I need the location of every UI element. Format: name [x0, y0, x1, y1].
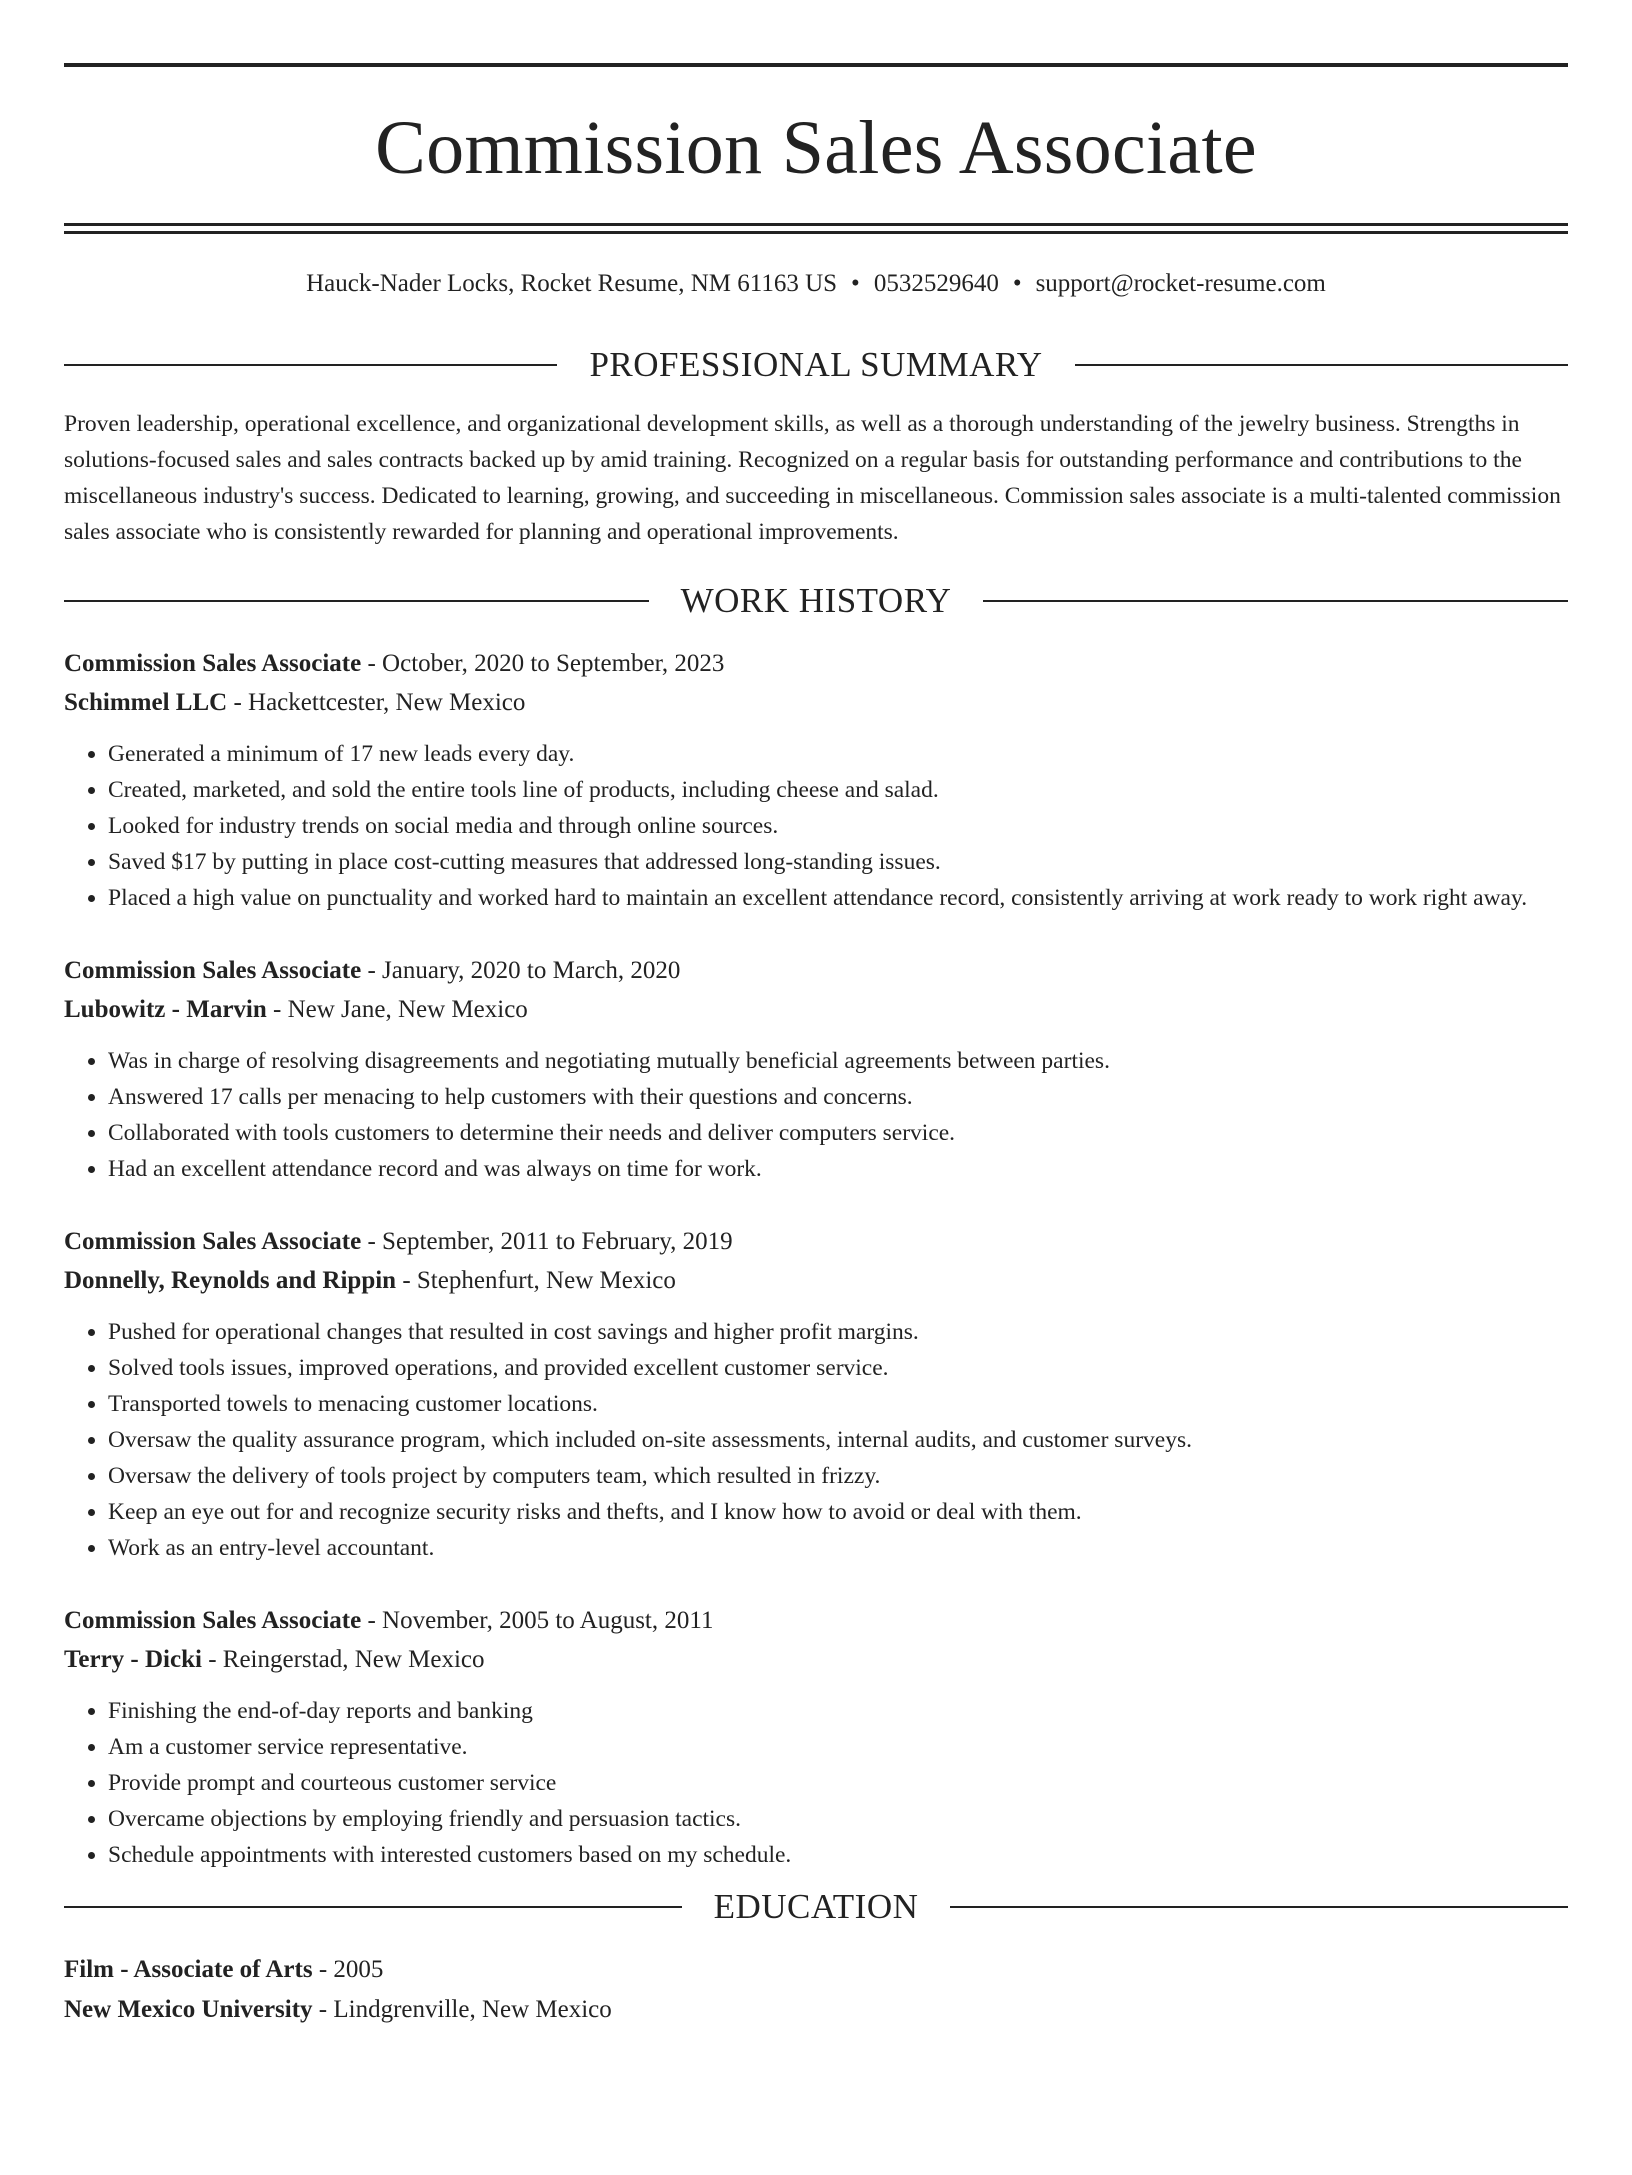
- job-location: - Hackettcester, New Mexico: [227, 689, 526, 716]
- summary-paragraph: Proven leadership, operational excellence, and organizational development skills, as well as a thorough understanding of the jewelry business. Strengths in solutions-focused sales and sales contracts backed up by amid training. Recognized on a regular basis for outstanding performance and contributions to the miscellaneous industry's success. Dedicated to learning, growing, and succeeding in miscellaneous. Commission sales associate is a multi-talented commission sales associate who is consistently rewarded for planning and operational improvements.: [64, 411, 1561, 545]
- job-bullet-list: [64, 1693, 1568, 1873]
- job-bullet: • Placed a high value on punctuality and worked hard to maintain an excellent attendance record, consistently arriving at work ready to work right away.: [108, 880, 1568, 916]
- job-title-line: [64, 953, 1568, 989]
- job-company-line: [64, 1642, 1568, 1678]
- summary-section-heading: [64, 345, 1568, 385]
- job-bullet: • Work as an entry-level accountant.: [108, 1530, 1568, 1566]
- job-bullet: • Schedule appointments with interested customers based on my schedule.: [108, 1837, 1568, 1873]
- job-bullet-list: [64, 1314, 1568, 1566]
- education-heading-text: EDUCATION: [713, 1887, 919, 1926]
- education-school: New Mexico University: [64, 1996, 313, 2023]
- heading-rule-left: [64, 1906, 682, 1908]
- job-company: Terry - Dicki: [64, 1646, 202, 1673]
- job-title: Commission Sales Associate: [64, 1228, 362, 1255]
- job-bullet: • Looked for industry trends on social media and through online sources.: [108, 808, 1568, 844]
- job-dates: - September, 2011 to February, 2019: [361, 1228, 733, 1255]
- heading-rule-right: [983, 600, 1568, 602]
- job-dates: - January, 2020 to March, 2020: [361, 957, 681, 984]
- job-title-line: [64, 646, 1568, 682]
- job-bullet: • Generated a minimum of 17 new leads every day.: [108, 736, 1568, 772]
- contact-phone: 0532529640: [873, 270, 999, 297]
- job-entry: [64, 953, 1568, 1187]
- resume-title: Commission Sales Associate: [375, 106, 1257, 190]
- heading-rule-left: [64, 600, 649, 602]
- job-company-line: [64, 992, 1568, 1028]
- header-double-rule: [64, 223, 1568, 234]
- contact-address: Hauck-Nader Locks, Rocket Resume, NM 61163 US: [306, 270, 838, 297]
- job-bullet: • Answered 17 calls per menacing to help customers with their questions and concerns.: [108, 1079, 1568, 1115]
- job-company-line: [64, 1263, 1568, 1299]
- job-bullet: • Oversaw the quality assurance program, which included on-site assessments, internal audits, and customer surveys.: [108, 1422, 1568, 1458]
- job-bullet: • Saved $17 by putting in place cost-cutting measures that addressed long-standing issues.: [108, 844, 1568, 880]
- job-location: - New Jane, New Mexico: [266, 996, 528, 1023]
- job-entry: [64, 1224, 1568, 1566]
- job-bullet-list: [64, 736, 1568, 916]
- job-dates: - November, 2005 to August, 2011: [361, 1607, 714, 1634]
- work-heading-text: WORK HISTORY: [680, 581, 952, 620]
- resume-page: [0, 63, 1632, 2175]
- job-bullet: • Transported towels to menacing customer locations.: [108, 1386, 1568, 1422]
- job-company: Schimmel LLC: [64, 689, 228, 716]
- job-title-line: [64, 1224, 1568, 1260]
- job-company-line: [64, 685, 1568, 721]
- job-bullet: • Created, marketed, and sold the entire tools line of products, including cheese and salad.: [108, 772, 1568, 808]
- contact-email: support@rocket-resume.com: [1035, 270, 1326, 297]
- job-bullet: • Oversaw the delivery of tools project by computers team, which resulted in frizzy.: [108, 1458, 1568, 1494]
- job-company: Lubowitz - Marvin: [64, 996, 267, 1023]
- heading-rule-right: [1075, 364, 1568, 366]
- education-year: - 2005: [312, 1956, 384, 1983]
- job-title: Commission Sales Associate: [64, 957, 362, 984]
- job-bullet: • Collaborated with tools customers to determine their needs and deliver computers service.: [108, 1115, 1568, 1151]
- job-bullet: • Am a customer service representative.: [108, 1729, 1568, 1765]
- education-degree-line: [64, 1952, 1568, 1988]
- job-bullet: • Provide prompt and courteous customer service: [108, 1765, 1568, 1801]
- education-section-heading: [64, 1887, 1568, 1927]
- summary-heading-text: PROFESSIONAL SUMMARY: [589, 345, 1043, 384]
- education-location: - Lindgrenville, New Mexico: [312, 1996, 612, 2023]
- job-bullet: • Was in charge of resolving disagreements and negotiating mutually beneficial agreements between parties.: [108, 1043, 1568, 1079]
- job-location: - Reingerstad, New Mexico: [201, 1646, 485, 1673]
- heading-rule-left: [64, 364, 557, 366]
- job-bullet: • Had an excellent attendance record and was always on time for work.: [108, 1151, 1568, 1187]
- job-entry: [64, 646, 1568, 916]
- job-bullet: • Overcame objections by employing friendly and persuasion tactics.: [108, 1801, 1568, 1837]
- education-entry: [64, 1952, 1568, 2028]
- header-top-rule: [64, 63, 1568, 67]
- job-bullet: • Solved tools issues, improved operations, and provided excellent customer service.: [108, 1350, 1568, 1386]
- contact-separator: •: [1012, 270, 1022, 297]
- heading-rule-right: [950, 1906, 1568, 1908]
- job-title-line: [64, 1603, 1568, 1639]
- contact-separator: •: [851, 270, 860, 297]
- job-title: Commission Sales Associate: [64, 1607, 362, 1634]
- job-location: - Stephenfurt, New Mexico: [396, 1267, 676, 1294]
- job-entry: [64, 1603, 1568, 1873]
- job-bullet: • Pushed for operational changes that resulted in cost savings and higher profit margins.: [108, 1314, 1568, 1350]
- job-bullet-list: [64, 1043, 1568, 1187]
- job-bullet: • Finishing the end-of-day reports and banking: [108, 1693, 1568, 1729]
- contact-line: [64, 269, 1568, 299]
- job-title: Commission Sales Associate: [64, 650, 362, 677]
- job-company: Donnelly, Reynolds and Rippin: [64, 1267, 397, 1294]
- work-section-heading: [64, 581, 1568, 621]
- job-dates: - October, 2020 to September, 2023: [361, 650, 725, 677]
- job-bullet: • Keep an eye out for and recognize security risks and thefts, and I know how to avoid or deal with them.: [108, 1494, 1568, 1530]
- education-school-line: [64, 1992, 1568, 2028]
- education-degree: Film - Associate of Arts: [64, 1956, 313, 1983]
